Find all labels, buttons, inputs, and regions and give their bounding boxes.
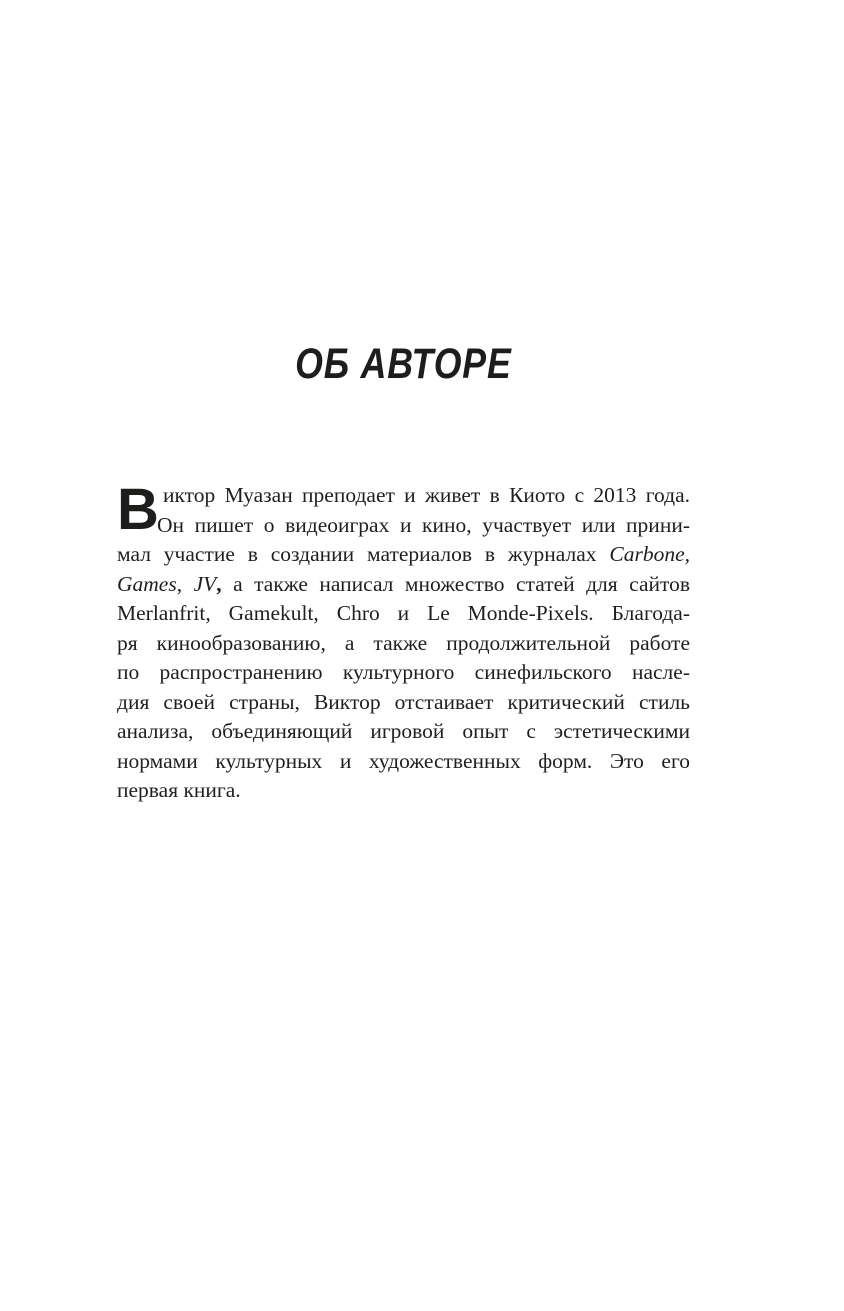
paragraph-line <box>117 481 690 511</box>
body-text: иктор Муазан преподает и живет в Киото с 2013 года. <box>163 483 690 507</box>
body-text: первая книга. <box>117 778 241 802</box>
paragraph-line <box>117 629 690 659</box>
body-text: по распространению культурного синефильского насле- <box>117 660 690 684</box>
paragraph-line <box>117 717 690 747</box>
body-text: нормами культурных и художественных форм. Это его <box>117 748 690 773</box>
body-text: дия своей страны, Виктор отстаивает критический стиль <box>117 689 690 714</box>
paragraph-line <box>117 570 690 600</box>
paragraph-line <box>117 688 690 718</box>
paragraph-line <box>117 540 690 570</box>
body-text: Он пишет о видеоиграх и кино, участвует или прини- <box>157 512 690 537</box>
magazine-title: JV <box>193 571 217 596</box>
chapter-title-text: ОБ АВТОРЕ <box>295 339 512 388</box>
paragraph-line <box>117 599 690 629</box>
paragraph <box>117 477 691 806</box>
magazine-title: Carbone, <box>609 542 690 566</box>
body-text: , <box>216 571 222 596</box>
body-text: мал участие в создании материалов в журналах <box>117 542 610 566</box>
body-text: , <box>176 571 194 596</box>
chapter-title <box>117 339 690 388</box>
body-text: анализа, объединяющий игровой опыт с эстетическими <box>117 719 690 743</box>
paragraph-line <box>117 747 690 777</box>
body-text: ря кинообразованию, а также продолжительной работе <box>117 630 690 655</box>
body-text: Merlanfrit, Gamekult, Chro и Le Monde-Pixels. Благода- <box>117 601 690 625</box>
drop-cap: В <box>117 477 159 542</box>
paragraph-line <box>117 511 690 541</box>
paragraph-line <box>117 658 690 688</box>
body-text: а также написал множество статей для сайтов <box>221 571 691 596</box>
paragraph-line <box>117 776 690 806</box>
magazine-title: Games <box>117 571 177 596</box>
